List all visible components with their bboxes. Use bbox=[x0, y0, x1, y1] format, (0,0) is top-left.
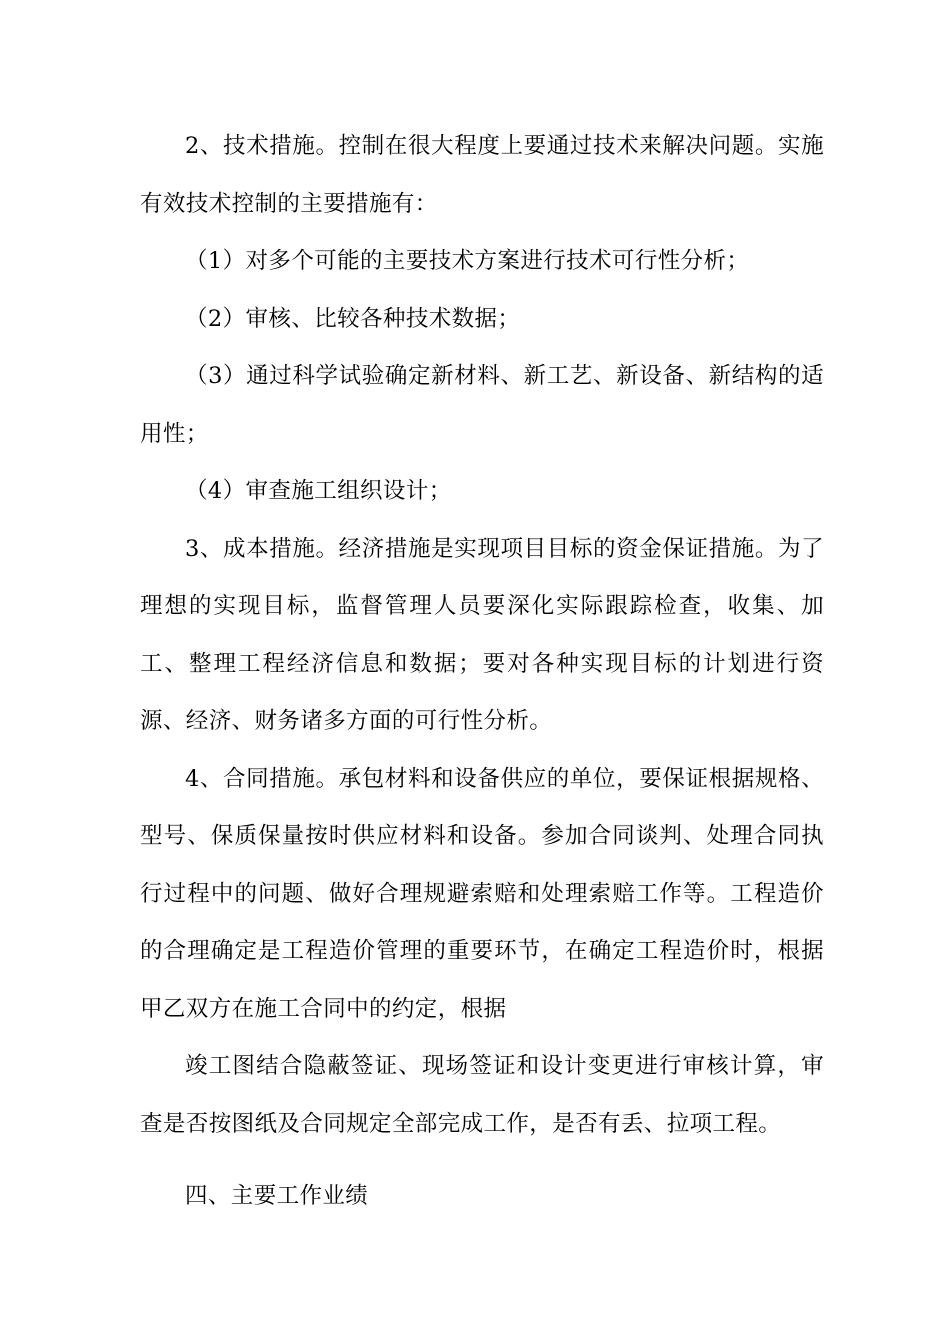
section-heading: 四、主要工作业绩 bbox=[185, 1183, 369, 1209]
list-item-technical-3: （3）通过科学试验确定新材料、新工艺、新设备、新结构的适用性； bbox=[140, 363, 824, 447]
list-item-technical-1: （1）对多个可能的主要技术方案进行技术可行性分析； bbox=[185, 248, 750, 274]
list-item-technical-2: （2）审核、比较各种技术数据； bbox=[185, 305, 521, 332]
paragraph-contract-measures: 4、合同措施。承包材料和设备供应的单位，要保证根据规格、型号、保质保量按时供应材料和设备。参加合同谈判、处理合同执行过程中的问题、做好合理规避索赔和处理索赔工作等。工程造价的合理确定是工程造价管理的重要环节，在确定工程造价时，根据甲乙双方在施工合同中的约定，根据 bbox=[140, 765, 824, 1022]
paragraph-completion-review: 竣工图结合隐蔽签证、现场签证和设计变更进行审核计算，审查是否按图纸及合同规定全部完成工作，是否有丢、拉项工程。 bbox=[140, 1053, 824, 1137]
paragraph-cost-measures: 3、成本措施。经济措施是实现项目目标的资金保证措施。为了理想的实现目标，监督管理人员要深化实际跟踪检查，收集、加工、整理工程经济信息和数据；要对各种实现目标的计划进行资源、经济、财务诸多方面的可行性分析。 bbox=[140, 535, 824, 734]
paragraph-technical-measures: 2、技术措施。控制在很大程度上要通过技术来解决问题。实施有效技术控制的主要措施有： bbox=[140, 133, 824, 217]
document-body bbox=[140, 118, 824, 1226]
list-item-technical-4: （4）审查施工组织设计； bbox=[185, 478, 452, 504]
